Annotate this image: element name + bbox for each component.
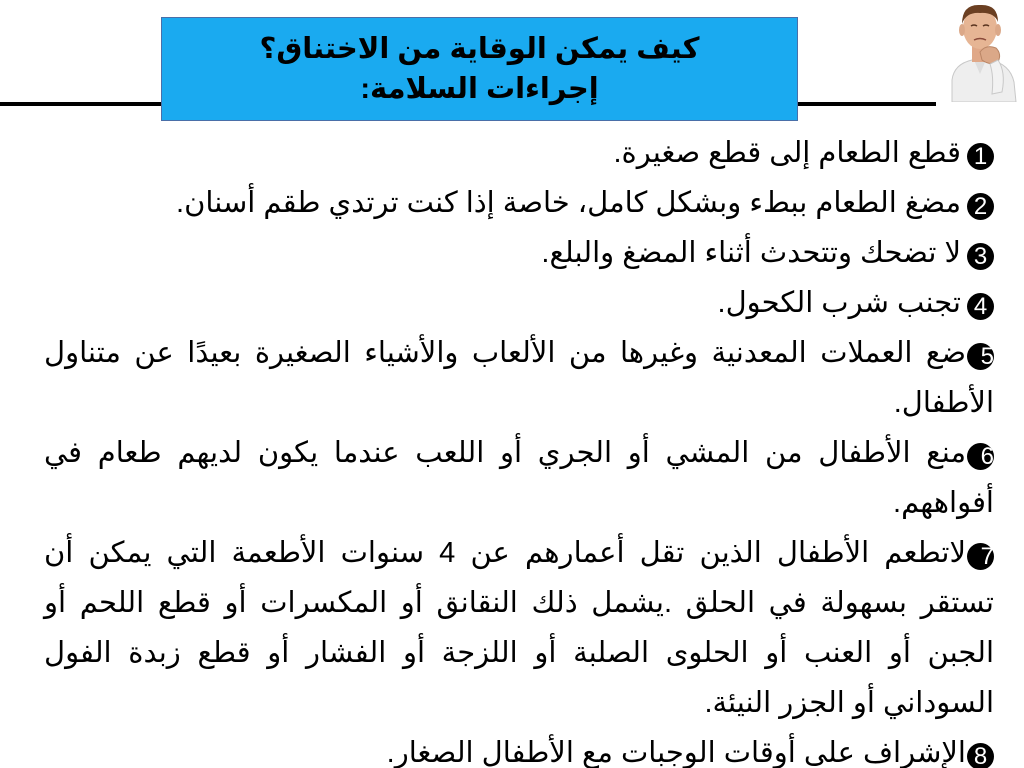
list-item	[44, 128, 994, 178]
safety-steps-list	[44, 128, 994, 768]
number-badge: 2	[967, 193, 994, 220]
item-text: منع الأطفال من المشي أو الجري أو اللعب عندما يكون لديهم طعام في أفواههم.	[44, 437, 994, 519]
number-badge: 5	[967, 343, 994, 370]
list-item	[44, 328, 994, 428]
number-badge: 6	[967, 443, 994, 470]
list-item	[44, 528, 994, 728]
item-text: لا تضحك وتتحدث أثناء المضغ والبلع.	[541, 237, 961, 269]
number-badge: 8	[967, 743, 994, 768]
item-text: ضع العملات المعدنية وغيرها من الألعاب والأشياء الصغيرة بعيدًا عن متناول الأطفال.	[44, 337, 994, 419]
number-badge: 7	[967, 543, 994, 570]
title-box	[161, 17, 798, 121]
list-item	[44, 278, 994, 328]
list-item	[44, 228, 994, 278]
number-badge: 3	[967, 243, 994, 270]
item-text: مضغ الطعام ببطء وبشكل كامل، خاصة إذا كنت ترتدي طقم أسنان.	[176, 187, 961, 219]
item-text: تجنب شرب الكحول.	[717, 287, 961, 319]
title-subtitle: إجراءات السلامة:	[360, 73, 599, 105]
list-item	[44, 428, 994, 528]
list-item	[44, 178, 994, 228]
choking-person-photo	[940, 2, 1020, 102]
list-item	[44, 728, 994, 768]
number-badge: 1	[967, 143, 994, 170]
item-text: الإشراف على أوقات الوجبات مع الأطفال الصغار.	[386, 737, 966, 768]
number-badge: 4	[967, 293, 994, 320]
item-text: قطع الطعام إلى قطع صغيرة.	[613, 137, 961, 169]
title-question: كيف يمكن الوقاية من الاختناق؟	[259, 33, 700, 65]
item-text: لاتطعم الأطفال الذين تقل أعمارهم عن 4 سنوات الأطعمة التي يمكن أن تستقر بسهولة في الحلق .يشمل ذلك النقانق أو المكسرات أو قطع اللحم أو الجبن أو العنب أو الحلوى الصلبة أو اللزجة أو الفشار أو قطع زبدة الفول السوداني أو الجزر النيئة.	[44, 537, 994, 719]
